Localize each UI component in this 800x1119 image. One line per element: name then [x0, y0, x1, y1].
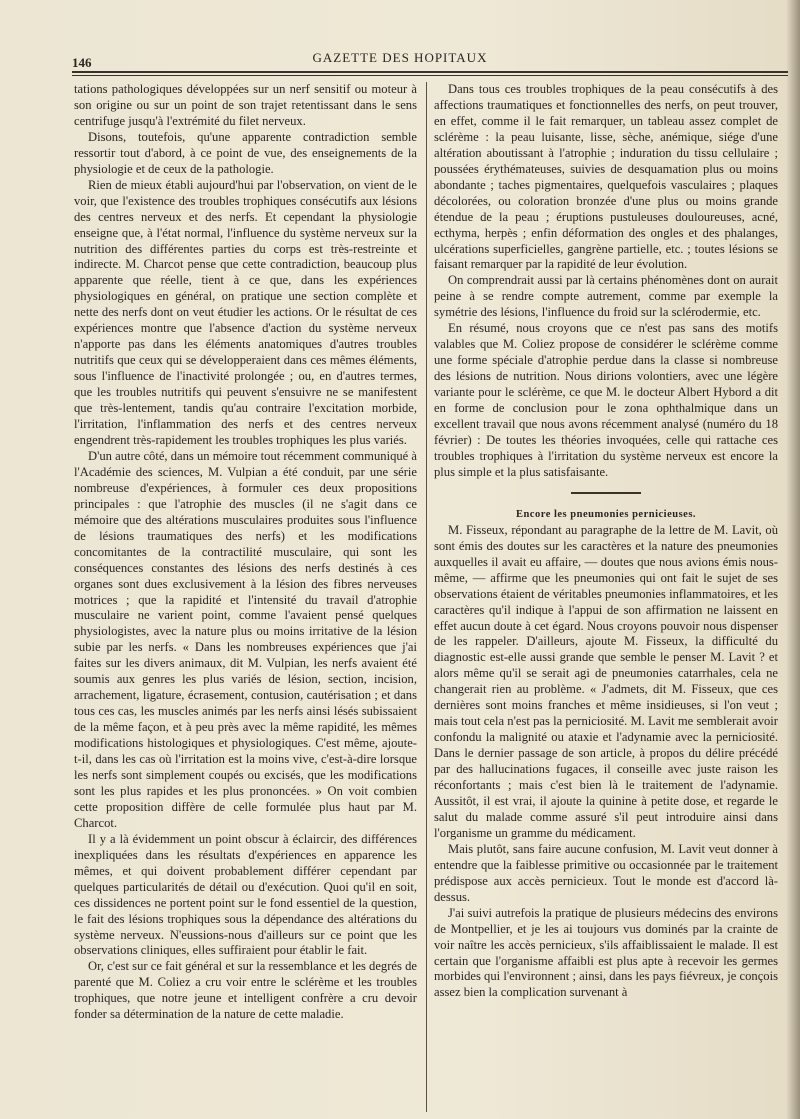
paragraph: Rien de mieux établi aujourd'hui par l'observation, on vient de le voir, que l'existence des troubles trophiques consécutifs aux lésions des centres nerveux et des nerfs. Et cependant la physiologie enseigne que, à l'état normal, l'influence du système nerveux sur la nutrition des différentes parties du corps est très-restreinte et indirecte. M. Charcot pense que cette contradiction, beaucoup plus apparente que réelle, tient à ce que, dans les expériences physiologiques en général, on pratique une section complète et nette des nerfs dont on veut étudier les actions. Or le résultat de ces expériences montre que l'absence d'action du système nerveux n'apporte pas dans les éléments anatomiques d'autres troubles nutritifs que ceux qui se développeraient dans ces mêmes éléments, sous l'influence de l'inactivité prolongée ; ou, en d'autres termes, que les troubles nutritifs qui peuvent s'ensuivre ne se manifestent que très-lentement, tandis qu'au contraire l'excitation morbide, l'irritation, l'inflammation des nerfs et des centres nerveux engendrent très-rapidement les troubles trophiques les plus variés. [74, 177, 417, 447]
right-column [434, 82, 778, 1112]
page-number: 146 [72, 55, 92, 70]
section-title: Encore les pneumonies pernicieuses. [515, 508, 697, 520]
paragraph: M. Fisseux, répondant au paragraphe de la lettre de M. Lavit, où sont émis des doutes sur les caractères et la nature des pneumonies auxquelles il avait eu affaire, — doutes que nous avions émis nous-même, — affirme que les pneumonies qui ont fait le sujet de ses observations étaient de véritables pneumonies inflammatoires, et les caractères qu'il indique à l'appui de son affirmation ne laissent en effet aucun doute à cet égard. Nous croyons pouvoir nous dispenser de les rappeler. D'ailleurs, ajoute M. Fisseux, la difficulté du diagnostic est-elle aussi grande que semble le penser M. Lavit ? et alors même qu'il se serait agi de pneumonies catarrhales, cela ne changerait rien au problème. « J'admets, dit M. Fisseux, que ces dernières sont moins franches et même insidieuses, si l'on veut ; mais tout cela n'est pas la perniciosité. M. Lavit me semblerait avoir confondu la malignité ou ataxie et l'adynamie avec la perniciosité. Dans le dernier passage de son article, à propos du délire précédé par des hallucinations fugaces, il conseille avec juste raison les réconfortants ; mais c'est bien là le traitement de l'adynamie. Aussitôt, il est vrai, il ajoute la quinine à petite dose, et regarde le salut du malade comme assuré s'il peut introduire ainsi dans l'organisme un gramme du médicament. [434, 522, 778, 840]
column-divider [426, 82, 427, 1112]
paragraph: Or, c'est sur ce fait général et sur la ressemblance et les degrés de parenté que M. Coliez a cru voir entre le sclérème et les troubles trophiques, que notre jeune et intelligent confrère a cru devoir fonder sa détermination de la nature de cette maladie. [74, 959, 417, 1022]
paragraph: Mais plutôt, sans faire aucune confusion, M. Lavit veut donner à entendre que la faiblesse primitive ou occasionnée par le traitement prédispose aux accès pernicieux. Tout le monde est d'accord là-dessus. [434, 841, 778, 904]
paragraph: En résumé, nous croyons que ce n'est pas sans des motifs valables que M. Coliez propose de considérer le sclérème comme une forme spéciale d'atrophie perdue dans la classe si nombreuse des lésions de nutrition. Nous dirions volontiers, avec une légère variante pour le sclérème, ce que M. le docteur Albert Hybord a dit en forme de conclusion pour le zona ophthalmique dans un excellent travail que nous avons récemment analysé (numéro du 18 février) : De toutes les théories invoquées, celle qui rattache ces troubles trophiques à l'irritation du système nerveux est encore la plus simple et la plus satisfaisante. [434, 321, 778, 479]
left-column [74, 82, 417, 1112]
binding-shadow [786, 0, 800, 1119]
journal-title: GAZETTE DES HOPITAUX [312, 50, 488, 65]
section-separator [571, 492, 641, 494]
paragraph: On comprendrait aussi par là certains phénomènes dont on aurait peine à se rendre compte autrement, comme par exemple la symétrie des lésions, l'influence du froid sur la sclérodermie, etc. [434, 273, 778, 320]
paragraph: Dans tous ces troubles trophiques de la peau consécutifs à des affections traumatiques et fonctionnelles des nerfs, on peut trouver, en effet, comme il le fait remarquer, un tableau assez complet de sclérème : la peau luisante, lisse, sèche, anémique, siége d'une altération aboutissant à l'atrophie ; induration du tissu cellulaire ; poussées érythémateuses, suivies de desquamation plus ou moins abondante ; taches pigmentaires, quelquefois vasculaires ; plaques décolorées, ou coloration bronzée d'une plus ou moins grande étendue de la peau ; éruptions pustuleuses douloureuses, acné, ecthyma, herpès ; enfin déformation des ongles et des phalanges, ulcérations superficielles, gangrène partielle, etc. ; toutes lésions se faisant remarquer par la rapidité de leur évolution. [434, 82, 778, 272]
header-rule [72, 71, 788, 76]
paragraph: tations pathologiques développées sur un nerf sensitif ou moteur à son origine ou sur un point de son trajet retentissant dans le sens centrifuge jusqu'à l'extrémité du filet nerveux. [74, 82, 417, 128]
paragraph: Il y a là évidemment un point obscur à éclaircir, des différences inexpliquées dans les résultats d'expériences en apparence les mêmes, et qui doivent probablement différer cependant par quelques particularités de détail ou d'exécution. Quoi qu'il en soit, ces dissidences ne portent point sur le fond essentiel de la question, le fait des lésions trophiques sous la dépendance des altérations du système nerveux. N'eussions-nous d'ailleurs sur ce point que les observations cliniques, elles suffiraient pour établir le fait. [74, 831, 417, 958]
paragraph: D'un autre côté, dans un mémoire tout récemment communiqué à l'Académie des sciences, M. Vulpian a été conduit, par une série nombreuse d'expériences, à formuler ces deux propositions principales : que l'atrophie des muscles (il ne s'agit dans ce mémoire que des altérations musculaires produites sous l'influence de lésions traumatiques des nerfs) et les modifications concomitantes de la contractilité musculaire, qui sont les conséquences constantes des lésions des nerfs destinés à ces organes sont dues exclusivement à la lésion des fibres nerveuses motrices ; que la rapidité et l'intensité du travail d'atrophie musculaire ne varient point, comme l'avaient pensé quelques physiologistes, avec la nature plus ou moins irritative de la lésion subie par les nerfs. « Dans les nombreuses expériences que j'ai faites sur les divers animaux, dit M. Vulpian, les nerfs avaient été soumis aux genres les plus variés de lésion, section, incision, arrachement, ligature, écrasement, contusion, cautérisation ; et dans tous ces cas, les muscles animés par les nerfs ainsi lésés subissaient de la même façon, et à peu près avec la même rapidité, les mêmes modifications histologiques et physiologiques. C'est même, ajoute-t-il, dans les cas où l'irritation est la moins vive, c'est-à-dire lorsque les nerfs sont simplement coupés ou excisés, que les modifications sont les plus rapides et les plus prononcées. » On voit combien cette proposition diffère de celle formulée plus haut par M. Charcot. [74, 448, 417, 830]
paragraph: J'ai suivi autrefois la pratique de plusieurs médecins des environs de Montpellier, et je les ai toujours vus dominés par la crainte de voir naître les accès pernicieux, s'ils affaiblissaient le malade. Il est certain que l'organisme affaibli est plus apte à recevoir les germes morbides qui l'environnent ; ainsi, dans les pays fiévreux, je conçois assez bien la complication survenant à [434, 905, 778, 1000]
paragraph: Disons, toutefois, qu'une apparente contradiction semble ressortir tout d'abord, à ce point de vue, des enseignements de la physiologie et de ceux de la pathologie. [74, 129, 417, 176]
